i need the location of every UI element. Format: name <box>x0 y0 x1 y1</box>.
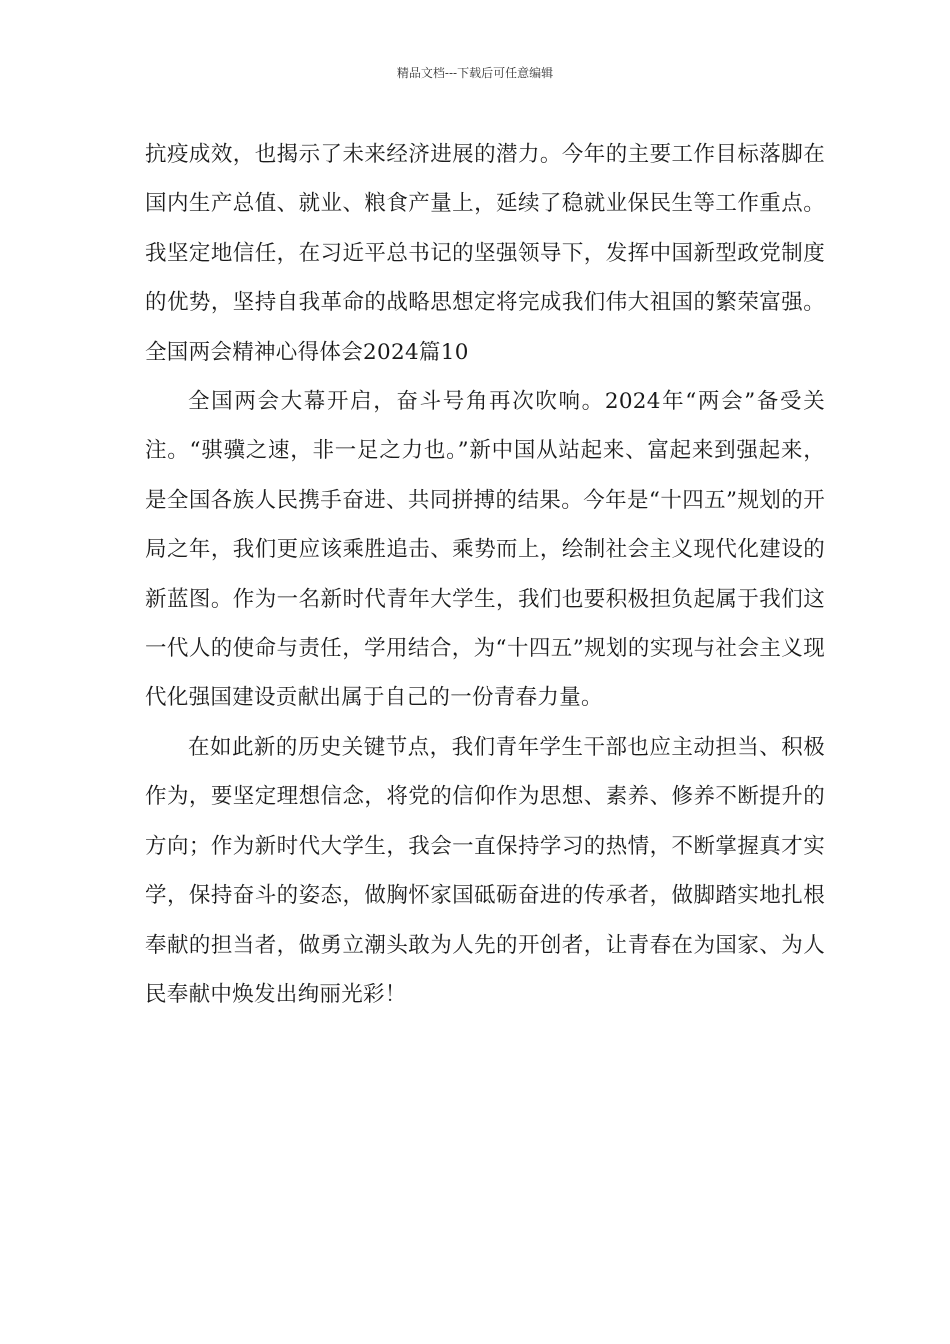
paragraph-two-sessions: 全国两会大幕开启，奋斗号角再次吹响。2024年“两会”备受关注。“骐骥之速，非一足之力也。”新中国从站起来、富起来到强起来，是全国各族人民携手奋进、共同拼搏的结果。今年是“十四五”规划的开局之年，我们更应该乘胜追击、乘势而上，绘制社会主义现代化建设的新蓝图。作为一名新时代青年大学生，我们也要积极担负起属于我们这一代人的使命与责任，学用结合，为“十四五”规划的实现与社会主义现代化强国建设贡献出属于自己的一份青春力量。 <box>145 389 825 711</box>
page-header: 精品文档---下载后可任意编辑 <box>396 66 554 80</box>
paragraph-youth-responsibility: 在如此新的历史关键节点，我们青年学生干部也应主动担当、积极作为，要坚定理想信念，将党的信仰作为思想、素养、修养不断提升的方向；作为新时代大学生，我会一直保持学习的热情，不断掌握真才实学，保持奋斗的姿态，做胸怀家国砥砺奋进的传承者，做脚踏实地扎根奉献的担当者，做勇立潮头敢为人先的开创者，让青春在为国家、为人民奉献中焕发出绚丽光彩！ <box>145 734 825 1007</box>
document-body <box>145 130 825 1019</box>
paragraph-continued: 抗疫成效，也揭示了未来经济进展的潜力。今年的主要工作目标落脚在国内生产总值、就业、粮食产量上，延续了稳就业保民生等工作重点。我坚定地信任，在习近平总书记的坚强领导下，发挥中国新型政党制度的优势，坚持自我革命的战略思想定将完成我们伟大祖国的繁荣富强。全国两会精神心得体会2024篇10 <box>145 142 825 365</box>
